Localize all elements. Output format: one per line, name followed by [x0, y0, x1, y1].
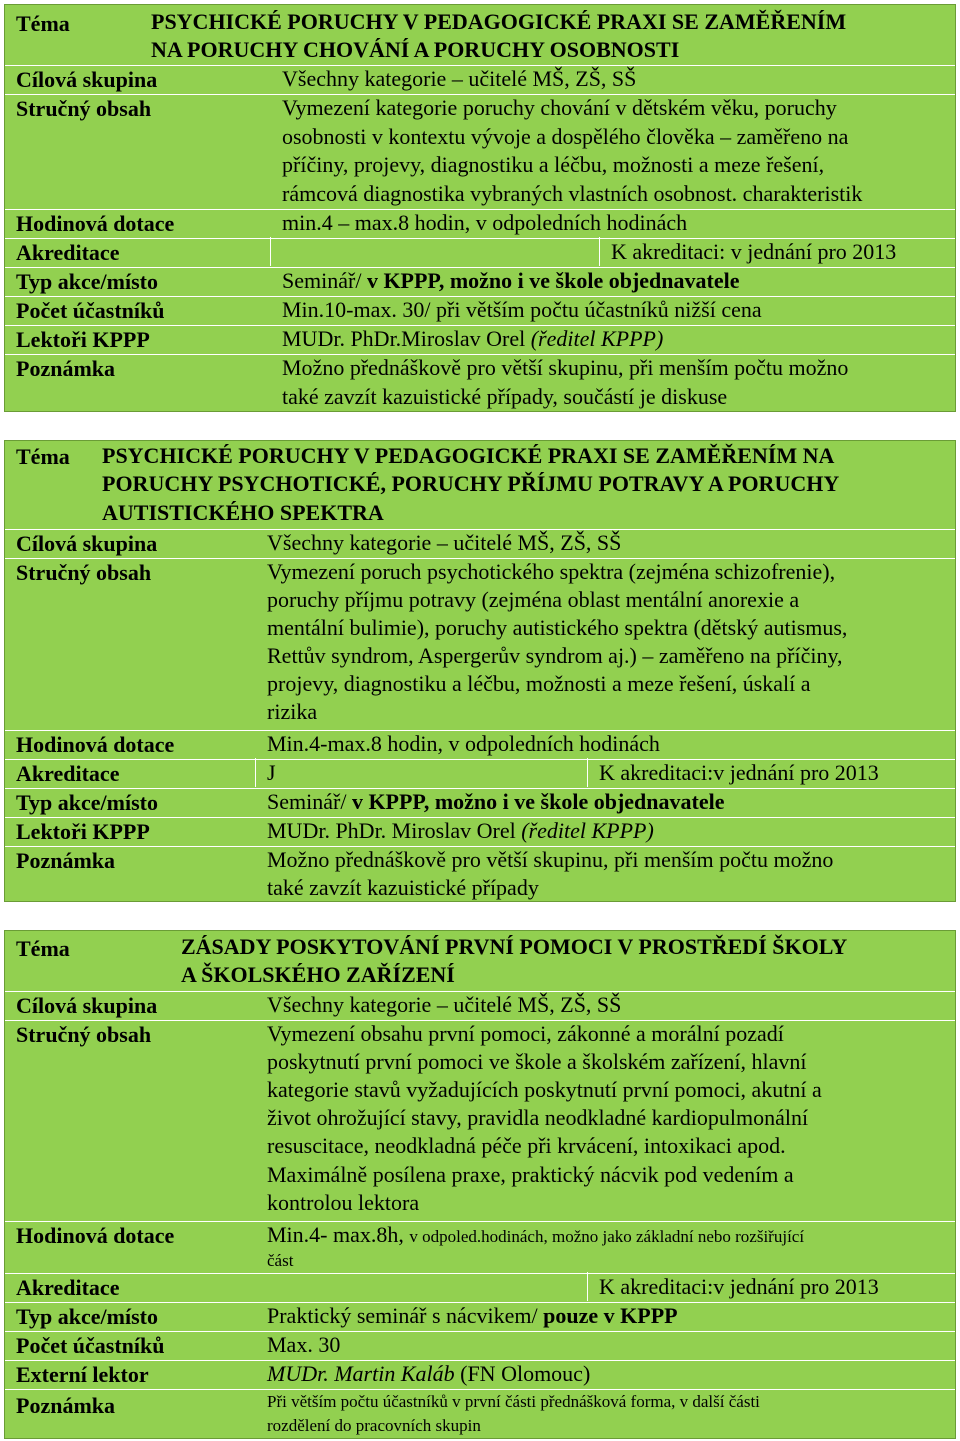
- hours: min.4 – max.8 hodin, v odpoledních hodinách: [282, 210, 688, 235]
- topic-title-line-2: PORUCHY PSYCHOTICKÉ, PORUCHY PŘÍJMU POTRAVY A PORUCHY: [102, 471, 840, 496]
- summary-line-6: Maximálně posílena praxe, praktický nácvik pod vedením a: [267, 1162, 794, 1187]
- row-typ: [5, 266, 955, 295]
- row-cilova: [5, 64, 955, 93]
- label-typ-akce: Typ akce/místo: [16, 269, 158, 294]
- summary-line-4: Rettův syndrom, Aspergerův syndrom aj.) – zaměřeno na příčiny,: [267, 643, 843, 668]
- lecturer-affiliation: (FN Olomouc): [460, 1361, 591, 1386]
- label-pocet-ucastniku: Počet účastníků: [16, 298, 165, 323]
- topic-title-line-2: A ŠKOLSKÉHO ZAŘÍZENÍ: [181, 962, 455, 987]
- hours: Min.4-max.8 hodin, v odpoledních hodinách: [267, 731, 660, 756]
- label-hodinova-dotace: Hodinová dotace: [16, 1223, 175, 1248]
- row-typ: [5, 1301, 955, 1330]
- event-type-place: v KPPP, možno i ve škole objednavatele: [351, 789, 725, 814]
- target-group: Všechny kategorie – učitelé MŠ, ZŠ, SŠ: [282, 66, 637, 91]
- label-lektori: Lektoři KPPP: [16, 327, 150, 352]
- note-line-1: Možno přednáškově pro větší skupinu, při menším počtu možno: [282, 355, 849, 380]
- event-type: [282, 267, 740, 296]
- accreditation-status: K akreditaci:v jednání pro 2013: [599, 760, 879, 785]
- summary-line-6: rizika: [267, 699, 318, 724]
- event-type-kind: Seminář/: [267, 789, 352, 814]
- row-akreditace: [5, 1272, 955, 1301]
- label-pocet-ucastniku: Počet účastníků: [16, 1333, 165, 1358]
- label-akreditace: Akreditace: [16, 761, 120, 786]
- label-tema: Téma: [16, 444, 70, 469]
- accreditation-left: J: [267, 760, 276, 785]
- summary-line-7: kontrolou lektora: [267, 1190, 420, 1215]
- label-poznamka: Poznámka: [16, 1393, 115, 1418]
- lecturer: [267, 817, 654, 846]
- note-line-1: Při větším počtu účastníků v první části přednášková forma, v další části: [267, 1392, 760, 1411]
- event-type-kind: Praktický seminář s nácvikem/: [267, 1303, 544, 1328]
- event-type-place: v KPPP, možno i ve škole objednavatele: [366, 268, 740, 293]
- accreditation-status: K akreditaci:v jednání pro 2013: [599, 1274, 879, 1299]
- lecturer-role: (ředitel KPPP): [521, 818, 654, 843]
- label-poznamka: Poznámka: [16, 356, 115, 381]
- cell-divider: [255, 758, 256, 787]
- summary-line-2: poskytnutí první pomoci ve škole a školském zařízení, hlavní: [267, 1049, 807, 1074]
- label-strucny-obsah: Stručný obsah: [16, 1022, 152, 1047]
- lecturer-name: MUDr. PhDr. Miroslav Orel: [267, 818, 522, 843]
- note-line-2: také zavzít kazuistické případy: [267, 875, 539, 900]
- event-type: [267, 1302, 678, 1331]
- summary-line-5: projevy, diagnostiku a léčbu, možnosti a meze řešení, úskalí a: [267, 671, 811, 696]
- hours-detail: v odpoled.hodinách, možno jako základní nebo rozšiřující: [409, 1227, 805, 1246]
- lecturer: [267, 1360, 590, 1389]
- row-pocet: [5, 1330, 955, 1359]
- row-akreditace: [5, 237, 955, 266]
- row-typ: [5, 787, 955, 816]
- summary-line-1: Vymezení poruch psychotického spektra (zejména schizofrenie),: [267, 559, 836, 584]
- note-line-1: Možno přednáškově pro větší skupinu, při menším počtu možno: [267, 847, 834, 872]
- label-strucny-obsah: Stručný obsah: [16, 96, 152, 121]
- label-externi-lektor: Externí lektor: [16, 1362, 149, 1387]
- row-dotace: [5, 729, 955, 758]
- row-poznamka: [5, 845, 955, 903]
- label-strucny-obsah: Stručný obsah: [16, 560, 152, 585]
- event-type: [267, 788, 725, 817]
- label-cilova-skupina: Cílová skupina: [16, 993, 158, 1018]
- label-akreditace: Akreditace: [16, 240, 120, 265]
- accreditation-status: K akreditaci: v jednání pro 2013: [611, 239, 897, 264]
- row-tema: [5, 441, 955, 527]
- course-block-1: [4, 4, 956, 412]
- cell-divider: [270, 237, 271, 266]
- row-dotace: [5, 208, 955, 237]
- summary-line-5: resuscitace, neodkladná péče při krvácení, intoxikaci apod.: [267, 1133, 786, 1158]
- note-line-2: rozdělení do pracovních skupin: [267, 1416, 481, 1435]
- topic-title-line-1: PSYCHICKÉ PORUCHY V PEDAGOGICKÉ PRAXI SE ZAMĚŘENÍM NA: [102, 443, 835, 468]
- hours-detail-line-2: část: [267, 1251, 294, 1270]
- summary-line-2: poruchy příjmu potravy (zejména oblast mentální anorexie a: [267, 587, 800, 612]
- label-typ-akce: Typ akce/místo: [16, 790, 158, 815]
- row-poznamka: [5, 353, 955, 411]
- summary-line-1: Vymezení obsahu první pomoci, zákonné a morální pozadí: [267, 1021, 784, 1046]
- lecturer-role: (ředitel KPPP): [530, 326, 664, 351]
- row-tema: [5, 5, 955, 63]
- summary-line-4: život ohrožující stavy, pravidla neodkladné kardiopulmonální: [267, 1105, 809, 1130]
- cell-divider: [599, 237, 600, 266]
- row-obsah: [5, 557, 955, 731]
- row-obsah: [5, 93, 955, 211]
- summary-line-3: mentální bulimie), poruchy autistického spektra (dětský autismus,: [267, 615, 848, 640]
- row-dotace: [5, 1220, 955, 1272]
- row-tema: [5, 931, 955, 989]
- row-pocet: [5, 295, 955, 324]
- summary-line-2: osobnosti v kontextu vývoje a dospělého člověka – zaměřeno na: [282, 124, 849, 149]
- target-group: Všechny kategorie – učitelé MŠ, ZŠ, SŠ: [267, 992, 622, 1017]
- event-type-place: pouze v KPPP: [543, 1303, 678, 1328]
- cell-divider: [587, 758, 588, 787]
- label-tema: Téma: [16, 11, 70, 36]
- row-poznamka: [5, 1388, 955, 1440]
- topic-title-line-2: NA PORUCHY CHOVÁNÍ A PORUCHY OSOBNOSTI: [151, 37, 680, 62]
- summary-line-1: Vymezení kategorie poruchy chování v dětském věku, poruchy: [282, 95, 837, 120]
- label-poznamka: Poznámka: [16, 848, 115, 873]
- summary-line-3: příčiny, projevy, diagnostiku a léčbu, možnosti a meze řešení,: [282, 152, 825, 177]
- lecturer: [282, 325, 663, 354]
- cell-divider: [587, 1272, 588, 1301]
- summary-line-4: rámcová diagnostika vybraných vlastních osobnost. charakteristik: [282, 181, 863, 206]
- lecturer-name: MUDr. Martin Kaláb: [267, 1361, 461, 1386]
- row-cilova: [5, 528, 955, 557]
- hours-range: Min.4- max.8h,: [267, 1222, 410, 1247]
- row-lektor: [5, 1359, 955, 1388]
- label-akreditace: Akreditace: [16, 1275, 120, 1300]
- course-block-2: [4, 440, 956, 902]
- row-obsah: [5, 1019, 955, 1222]
- participants: Max. 30: [267, 1332, 341, 1357]
- row-lektor: [5, 324, 955, 353]
- row-akreditace: [5, 758, 955, 787]
- label-tema: Téma: [16, 936, 70, 961]
- row-cilova: [5, 990, 955, 1019]
- note-line-2: také zavzít kazuistické případy, součástí je diskuse: [282, 384, 728, 409]
- label-cilova-skupina: Cílová skupina: [16, 67, 158, 92]
- row-lektor: [5, 816, 955, 845]
- course-block-3: [4, 930, 956, 1439]
- topic-title-line-1: ZÁSADY POSKYTOVÁNÍ PRVNÍ POMOCI V PROSTŘEDÍ ŠKOLY: [181, 934, 848, 959]
- label-cilova-skupina: Cílová skupina: [16, 531, 158, 556]
- participants: Min.10-max. 30/ při větším počtu účastníků nižší cena: [282, 297, 762, 322]
- label-typ-akce: Typ akce/místo: [16, 1304, 158, 1329]
- event-type-kind: Seminář/: [282, 268, 367, 293]
- label-hodinova-dotace: Hodinová dotace: [16, 732, 175, 757]
- topic-title-line-3: AUTISTICKÉHO SPEKTRA: [102, 500, 384, 525]
- target-group: Všechny kategorie – učitelé MŠ, ZŠ, SŠ: [267, 530, 622, 555]
- label-hodinova-dotace: Hodinová dotace: [16, 211, 175, 236]
- label-lektori: Lektoři KPPP: [16, 819, 150, 844]
- summary-line-3: kategorie stavů vyžadujících poskytnutí první pomoci, akutní a: [267, 1077, 822, 1102]
- hours: [267, 1221, 804, 1250]
- topic-title-line-1: PSYCHICKÉ PORUCHY V PEDAGOGICKÉ PRAXI SE ZAMĚŘENÍM: [151, 9, 847, 34]
- lecturer-name: MUDr. PhDr.Miroslav Orel: [282, 326, 531, 351]
